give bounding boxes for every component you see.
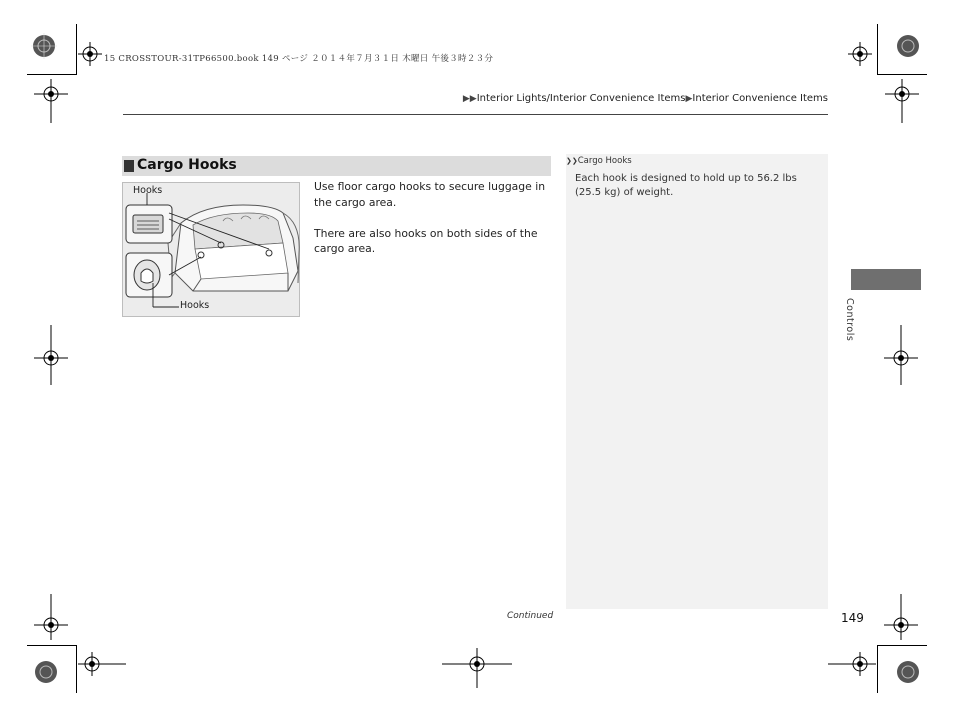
crop-line bbox=[877, 645, 878, 693]
continued-label: Continued bbox=[507, 611, 554, 621]
reference-arrow-icon: ❯❯ bbox=[566, 157, 578, 165]
chapter-tab-label: Controls bbox=[844, 298, 855, 342]
section-square-icon bbox=[124, 160, 134, 172]
section-heading-bar bbox=[122, 156, 551, 176]
figure-label-hooks-bottom: Hooks bbox=[180, 300, 210, 311]
crosshair-mark bbox=[885, 79, 919, 123]
print-header: 15 CROSSTOUR-31TP66500.book 149 ページ ２０１４年７月３１日 木曜日 午後３時２３分 bbox=[104, 54, 494, 64]
crop-line bbox=[27, 74, 77, 75]
crop-line bbox=[877, 645, 927, 646]
crop-line bbox=[76, 24, 77, 74]
body-paragraph-2: There are also hooks on both sides of the cargo area. bbox=[314, 226, 538, 255]
crosshair-mark bbox=[78, 652, 126, 676]
crop-circle-mark bbox=[892, 30, 926, 64]
note-text: Each hook is designed to hold up to 56.2 lbs (25.5 kg) of weight. bbox=[575, 173, 797, 198]
body-text bbox=[314, 179, 554, 272]
breadcrumb-arrows: ▶▶ bbox=[462, 94, 477, 104]
crosshair-mark bbox=[848, 42, 872, 66]
note-heading bbox=[566, 156, 632, 166]
breadcrumb-page: Interior Convenience Items bbox=[692, 93, 828, 104]
breadcrumb-separator: ▶ bbox=[685, 94, 693, 104]
crop-line bbox=[76, 645, 77, 693]
breadcrumb-section: Interior Lights/Interior Convenience Items bbox=[476, 93, 686, 104]
header-rule bbox=[123, 114, 828, 115]
crosshair-mark bbox=[34, 79, 68, 123]
cargo-hooks-illustration bbox=[122, 182, 300, 317]
crop-line bbox=[27, 645, 77, 646]
cargo-area-drawing bbox=[123, 183, 301, 318]
crop-line bbox=[877, 24, 878, 74]
crosshair-mark bbox=[442, 648, 512, 688]
body-paragraph-1: Use floor cargo hooks to secure luggage in the cargo area. bbox=[314, 180, 546, 209]
crop-circle-mark bbox=[28, 30, 68, 70]
breadcrumb bbox=[463, 93, 828, 104]
crop-circle-mark bbox=[30, 656, 64, 690]
crosshair-mark bbox=[78, 42, 102, 66]
figure-label-hooks-top: Hooks bbox=[133, 185, 163, 196]
section-title: Cargo Hooks bbox=[137, 157, 237, 173]
crosshair-mark bbox=[884, 325, 918, 385]
chapter-tab bbox=[851, 269, 921, 290]
crosshair-mark bbox=[884, 594, 918, 640]
note-heading-text: Cargo Hooks bbox=[577, 156, 632, 166]
crosshair-mark bbox=[828, 652, 876, 676]
crosshair-mark bbox=[34, 594, 68, 640]
crop-line bbox=[877, 74, 927, 75]
sidebar-note bbox=[566, 154, 828, 609]
crosshair-mark bbox=[34, 325, 68, 385]
page-number: 149 bbox=[841, 611, 864, 625]
crop-circle-mark bbox=[892, 656, 926, 690]
